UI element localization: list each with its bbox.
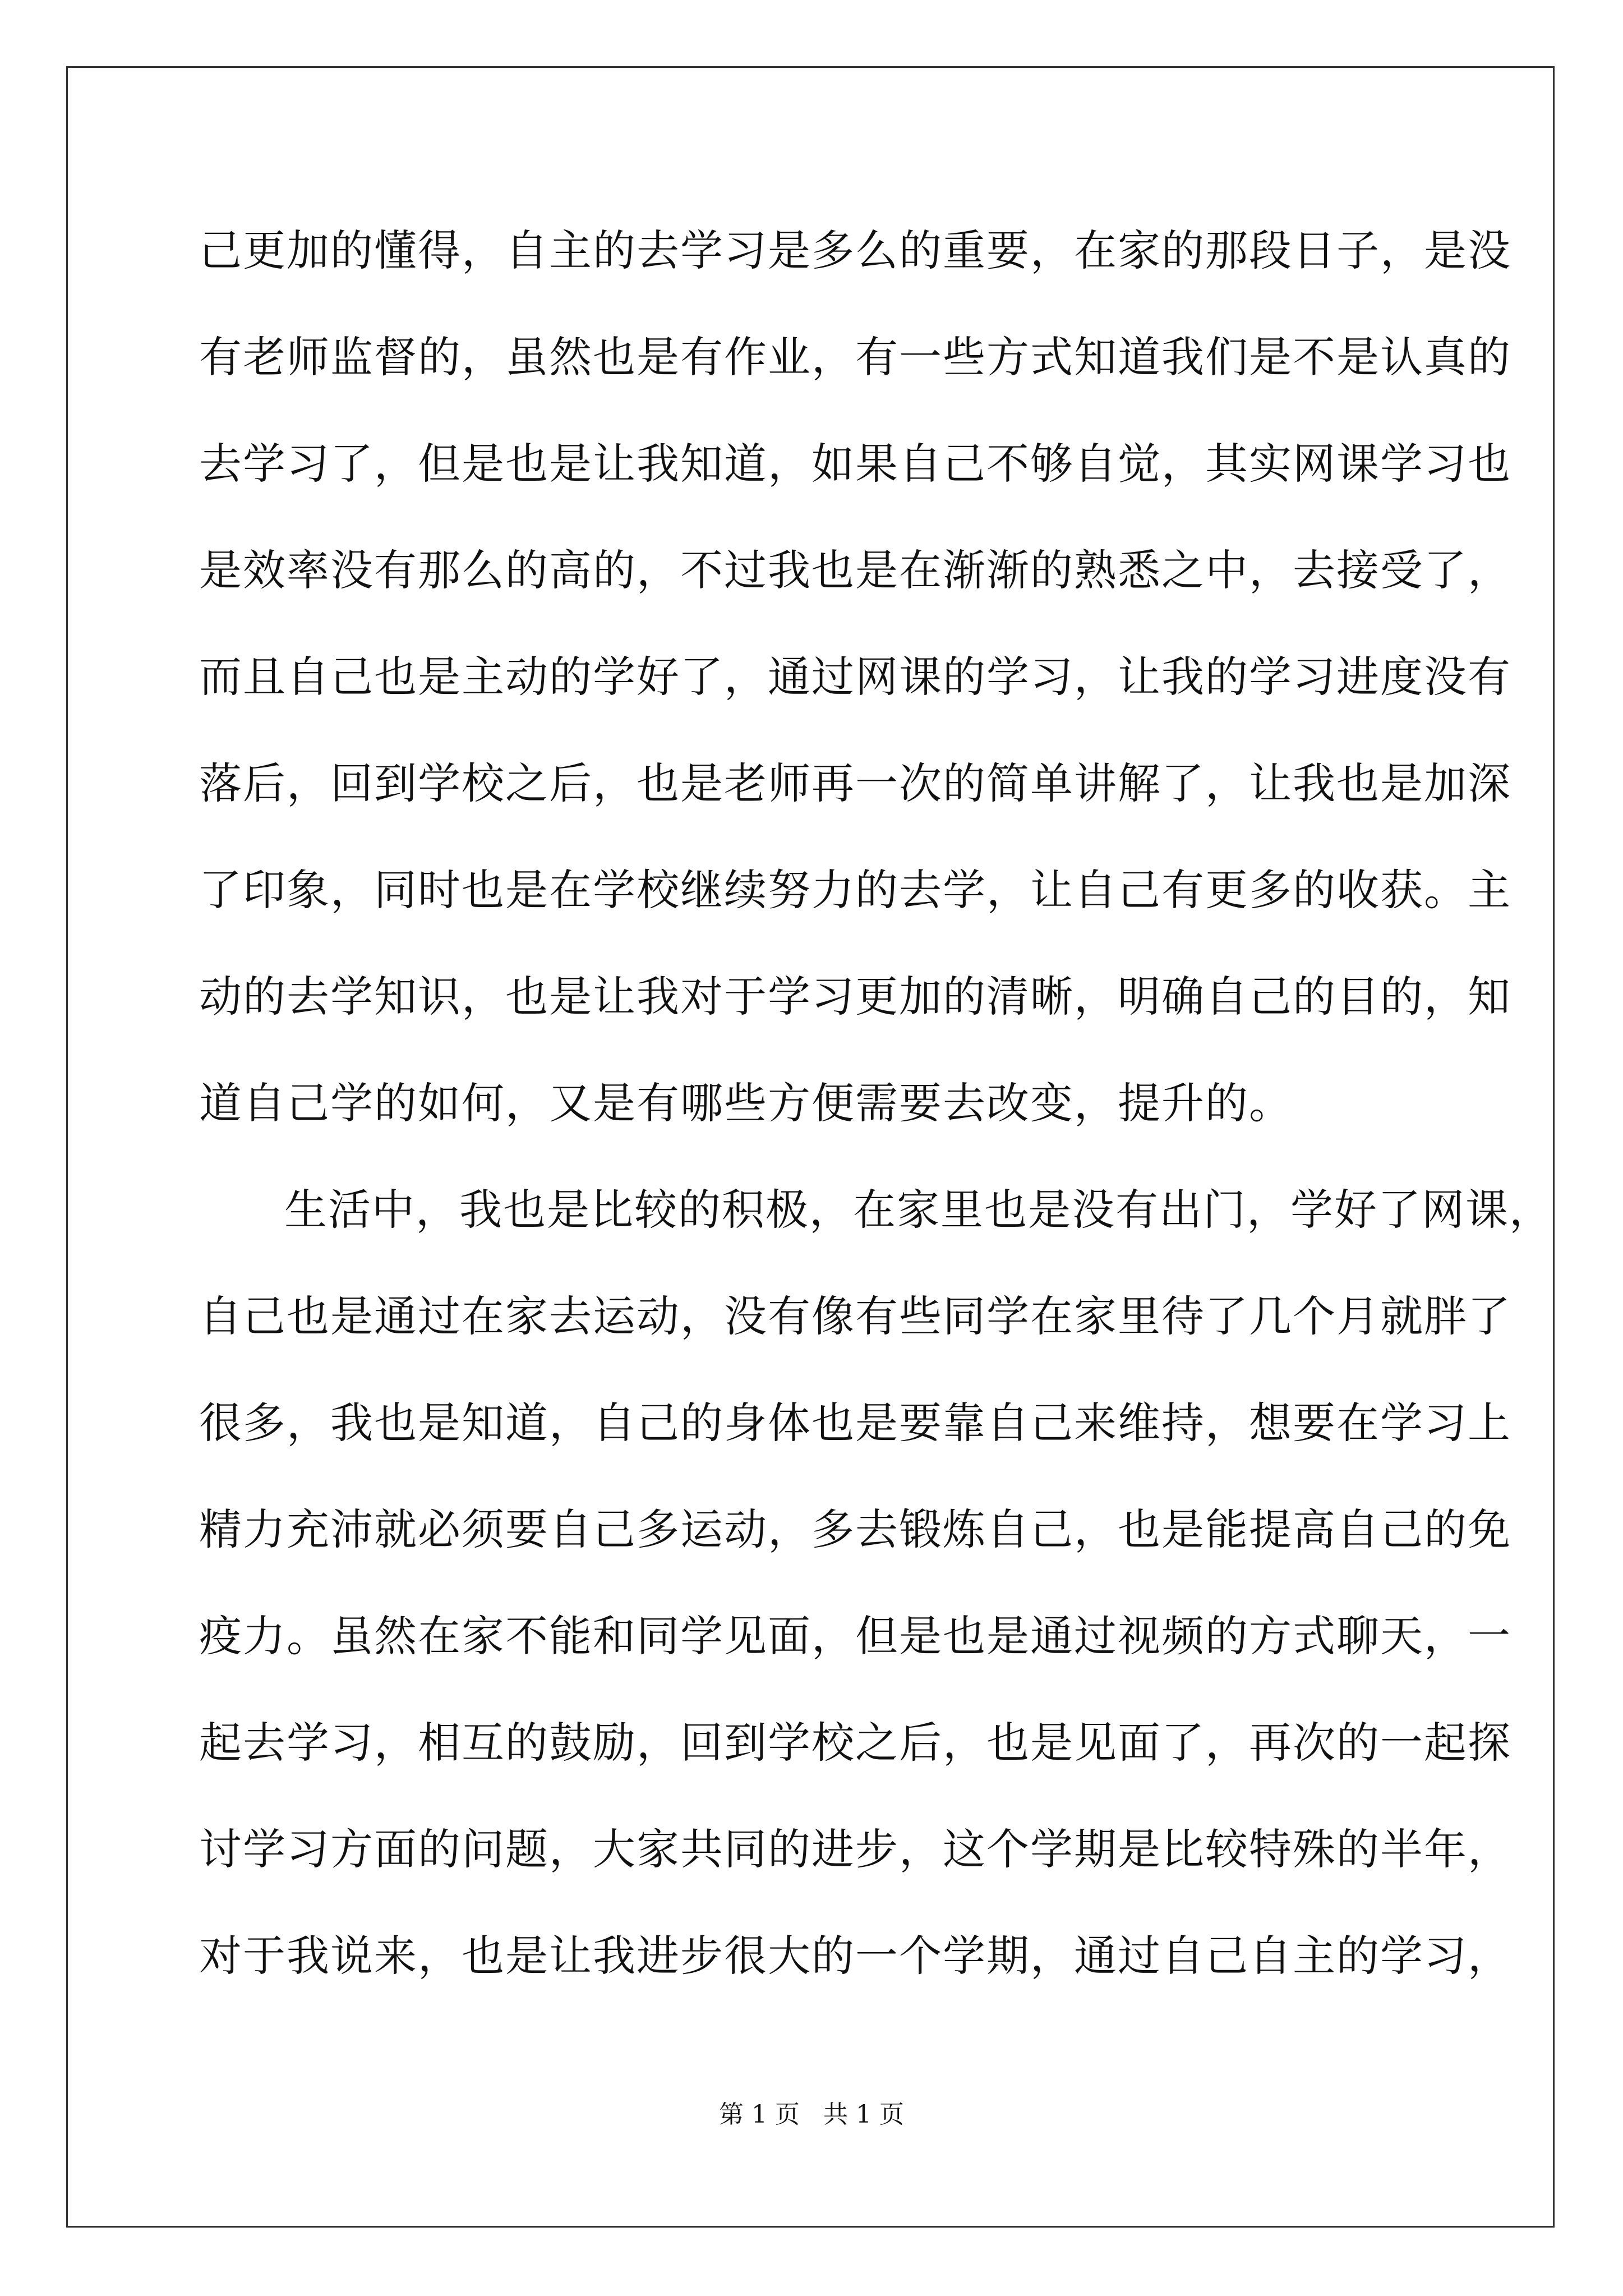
text-line-12: 很多，我也是知道，自己的身体也是要靠自己来维持，想要在学习上 (199, 1398, 1511, 1448)
text-line-7: 了印象，同时也是在学校继续努力的去学，让自己有更多的收获。主 (199, 865, 1511, 915)
text-line-6: 落后，回到学校之后，也是老师再一次的简单讲解了，让我也是加深 (199, 758, 1511, 808)
text-line-1: 己更加的懂得，自主的去学习是多么的重要，在家的那段日子，是没 (199, 226, 1511, 275)
text-line-8: 动的去学知识，也是让我对于学习更加的清晰，明确自己的目的，知 (199, 972, 1511, 1022)
text-line-13: 精力充沛就必须要自己多运动，多去锻炼自己，也是能提高自己的免 (199, 1504, 1511, 1554)
text-line-2: 有老师监督的，虽然也是有作业，有一些方式知道我们是不是认真的 (199, 332, 1511, 382)
text-line-4: 是效率没有那么的高的，不过我也是在渐渐的熟悉之中，去接受了， (199, 545, 1511, 595)
text-line-16: 讨学习方面的问题，大家共同的进步，这个学期是比较特殊的半年， (199, 1824, 1511, 1874)
document-body (199, 218, 1553, 2030)
paragraph-start-line: 生活中，我也是比较的积极，在家里也是没有出门，学好了网课， (284, 1185, 1553, 1235)
page-number-footer: 第 1 页 共 1 页 (719, 2100, 904, 2129)
text-line-15: 起去学习，相互的鼓励，回到学校之后，也是见面了，再次的一起探 (199, 1718, 1511, 1768)
text-line-11: 自己也是通过在家去运动，没有像有些同学在家里待了几个月就胖了 (199, 1291, 1511, 1341)
text-line-3: 去学习了，但是也是让我知道，如果自己不够自觉，其实网课学习也 (199, 439, 1511, 489)
text-line-17: 对于我说来，也是让我进步很大的一个学期，通过自己自主的学习， (199, 1931, 1511, 1981)
text-line-14: 疫力。虽然在家不能和同学见面，但是也是通过视频的方式聊天，一 (199, 1611, 1511, 1661)
text-line-9: 道自己学的如何，又是有哪些方便需要去改变，提升的。 (199, 1078, 1293, 1128)
text-line-5: 而且自己也是主动的学好了，通过网课的学习，让我的学习进度没有 (199, 652, 1511, 702)
